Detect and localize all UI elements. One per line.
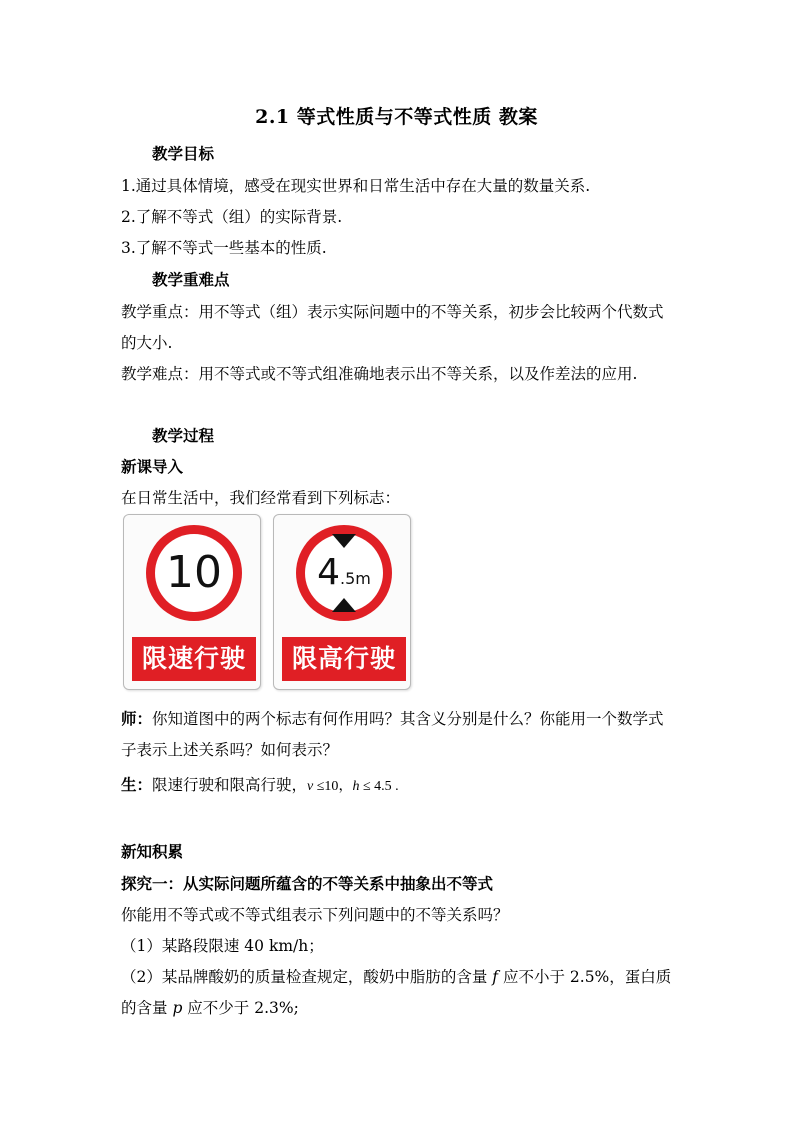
teacher-label: 师： [121, 709, 153, 728]
objectives-heading: 教学目标 [152, 144, 215, 163]
explore-item-1: （1）某路段限速 40 km/h； [121, 937, 324, 955]
height-limit-ring [296, 525, 392, 621]
explore-heading: 探究一：从实际问题所蕴含的不等关系中抽象出不等式 [121, 874, 494, 893]
teacher-line-1: 师：你知道图中的两个标志有何作用吗？其含义分别是什么？你能用一个数学式 [121, 709, 664, 728]
new-knowledge-heading: 新知积累 [121, 842, 184, 861]
speed-limit-ring [146, 525, 242, 621]
height-limit-sign [271, 512, 415, 694]
explore-question: 你能用不等式或不等式组表示下列问题中的不等关系吗？ [121, 906, 509, 924]
objective-item-1: 1.通过具体情境，感受在现实世界和日常生活中存在大量的数量关系. [121, 177, 591, 195]
key-points-heading: 教学重难点 [152, 270, 230, 289]
student-math: v ≤10，h ≤ 4.5 . [307, 779, 399, 794]
speed-limit-caption: 限速行驶 [132, 637, 256, 681]
page-title: 2.1 等式性质与不等式性质 教案 [255, 106, 538, 128]
traffic-signs-image [121, 512, 417, 694]
focus-line-2: 的大小. [121, 334, 173, 352]
focus-line-1: 教学重点：用不等式（组）表示实际问题中的不等关系，初步会比较两个代数式 [121, 303, 664, 321]
intro-heading: 新课导入 [121, 457, 184, 476]
teacher-line-2: 子表示上述关系吗？如何表示？ [121, 741, 339, 759]
height-limit-number: 4.5m [317, 552, 371, 593]
speed-limit-sign [121, 512, 265, 694]
process-heading: 教学过程 [152, 426, 215, 445]
height-limit-caption: 限高行驶 [282, 637, 406, 681]
difficulty-line: 教学难点：用不等式或不等式组准确地表示出不等关系，以及作差法的应用. [121, 365, 638, 383]
explore-item-2-line-1: （2）某品牌酸奶的质量检查规定，酸奶中脂肪的含量 f 应不小于 2.5%，蛋白质 [121, 968, 672, 986]
intro-text: 在日常生活中，我们经常看到下列标志： [121, 489, 401, 507]
objective-item-3: 3.了解不等式一些基本的性质. [121, 239, 327, 257]
objective-item-2: 2.了解不等式（组）的实际背景. [121, 208, 343, 226]
student-line: 生：限速行驶和限高行驶，v ≤10，h ≤ 4.5 . [121, 775, 399, 794]
explore-item-2-line-2: 的含量 p 应不少于 2.3%; [121, 999, 299, 1017]
speed-limit-number: 10 [166, 547, 222, 598]
height-arrow-top-icon [332, 534, 356, 548]
student-label: 生： [121, 775, 153, 794]
height-arrow-bottom-icon [332, 598, 356, 612]
